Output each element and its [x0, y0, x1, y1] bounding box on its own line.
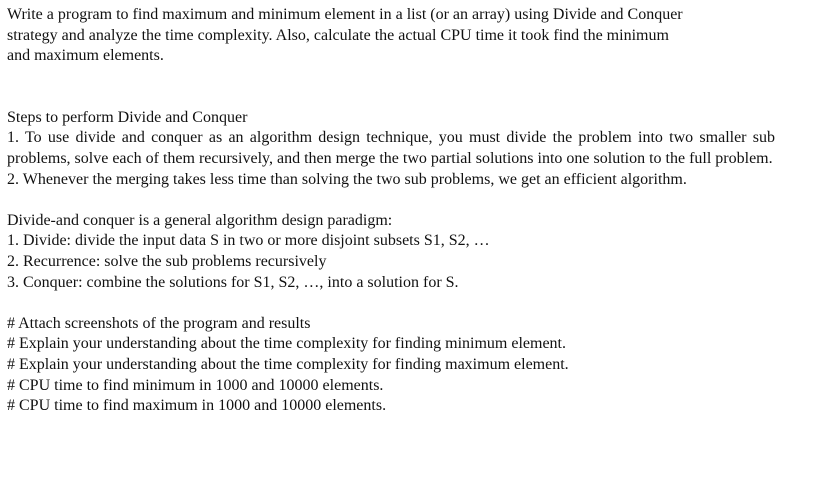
document-body [7, 5, 775, 417]
steps-section [7, 108, 775, 190]
intro-line-3: and maximum elements. [7, 47, 164, 65]
paradigm-item-3: 3. Conquer: combine the solutions for S1, S2, …, into a solution for S. [7, 273, 459, 291]
task-item-min-complexity: # Explain your understanding about the time complexity for finding minimum element. [7, 335, 566, 353]
steps-item-2: 2. Whenever the merging takes less time than solving the two sub problems, we get an efficient algorithm. [7, 170, 687, 188]
paradigm-item-1: 1. Divide: divide the input data S in two or more disjoint subsets S1, S2, … [7, 232, 490, 250]
task-item-screenshots: # Attach screenshots of the program and results [7, 314, 311, 332]
paradigm-section [7, 211, 775, 293]
paradigm-heading: Divide-and conquer is a general algorithm design paradigm: [7, 211, 393, 229]
task-item-max-cpu-time: # CPU time to find maximum in 1000 and 10000 elements. [7, 397, 387, 415]
task-item-min-cpu-time: # CPU time to find minimum in 1000 and 10000 elements. [7, 376, 384, 394]
assignment-intro [7, 5, 775, 67]
intro-line-2: strategy and analyze the time complexity. Also, calculate the actual CPU time it took find the minimum [7, 26, 669, 44]
task-item-max-complexity: # Explain your understanding about the time complexity for finding maximum element. [7, 355, 569, 373]
paradigm-item-2: 2. Recurrence: solve the sub problems recursively [7, 252, 327, 270]
intro-line-1: Write a program to find maximum and minimum element in a list (or an array) using Divide and Conquer [7, 6, 683, 23]
steps-heading: Steps to perform Divide and Conquer [7, 108, 248, 126]
steps-item-1: 1. To use divide and conquer as an algorithm design technique, you must divide the problem into two smaller sub problems, solve each of them recursively, and then merge the two partial solutions into one solution to the full problem. [7, 129, 775, 167]
tasks-section [7, 314, 775, 417]
